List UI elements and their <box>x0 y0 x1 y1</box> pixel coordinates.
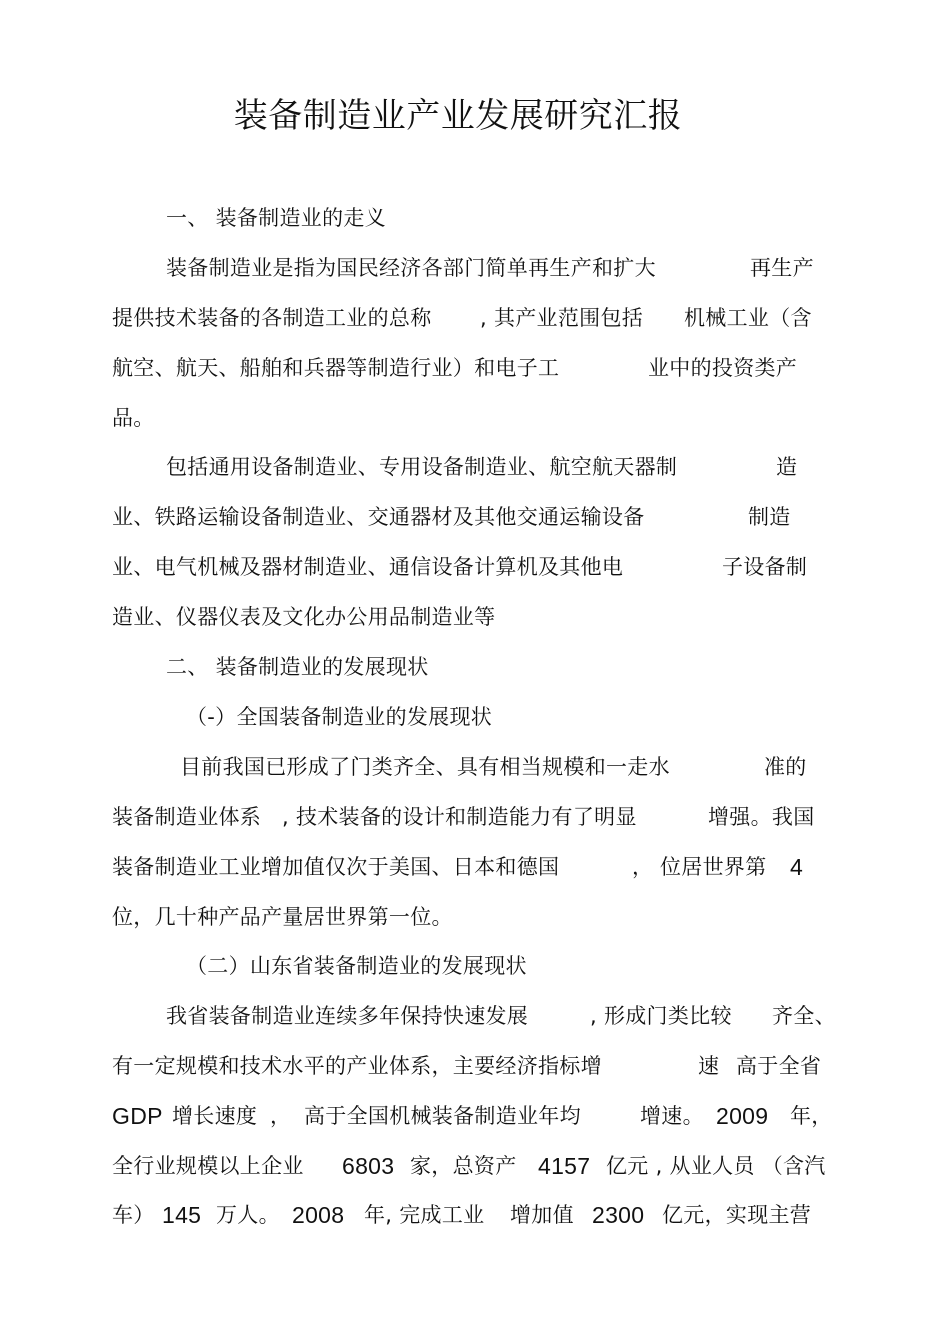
text-segment: 车） <box>112 1203 155 1227</box>
paragraph-line: 造业、仪器仪表及文化办公用品制造业等 <box>112 605 496 629</box>
text-segment: 我省装备制造业连续多年保持快速发展 <box>166 1004 529 1028</box>
text-segment: 年, 完成工业 <box>364 1203 485 1227</box>
text-segment: 业、电气机械及器材制造业、通信设备计算机及其他电 <box>112 555 624 579</box>
text-segment: 高于全省 <box>736 1054 822 1078</box>
text-segment: 增长速度 <box>172 1104 258 1128</box>
text-segment: , 其产业范围包括 <box>480 306 644 330</box>
text-segment: 准的 <box>764 755 807 779</box>
text-segment: 装备制造业体系 <box>112 805 262 829</box>
text-segment: , 形成门类比较 <box>590 1004 732 1028</box>
paragraph-line: 品。 <box>112 406 155 430</box>
number-value: 4 <box>790 854 804 880</box>
number-value: 6803 <box>342 1153 395 1179</box>
text-segment: GDP <box>112 1103 163 1129</box>
number-value: 145 <box>162 1202 202 1228</box>
text-segment: 装备制造业是指为国民经济各部门简单再生产和扩大 <box>166 256 656 280</box>
subsection-heading-2: （二）山东省装备制造业的发展现状 <box>186 954 527 978</box>
text-segment: 装备制造业工业增加值仅次于美国、日本和德国 <box>112 855 560 879</box>
text-segment: 增加值 <box>510 1203 574 1227</box>
text-segment: 子设备制 <box>722 555 808 579</box>
text-segment: 业中的投资类产 <box>648 356 798 380</box>
number-value: 4157 <box>538 1153 591 1179</box>
text-segment: 有一定规模和技术水平的产业体系，主要经济指标增 <box>112 1054 602 1078</box>
text-segment: 速 <box>698 1054 720 1078</box>
text-segment: 亿元，实现主营 <box>662 1203 812 1227</box>
section-heading-2: 二、 装备制造业的发展现状 <box>166 655 429 679</box>
text-segment: 全行业规模以上企业 <box>112 1154 304 1178</box>
text-segment: 增强。我国 <box>708 805 815 829</box>
text-segment: 年， <box>790 1104 833 1128</box>
number-value: 2009 <box>716 1103 769 1129</box>
text-segment: ， <box>270 1104 292 1128</box>
text-segment: 家，总资产 <box>410 1154 517 1178</box>
document-title: 装备制造业产业发展研究汇报 <box>233 96 683 136</box>
subsection-heading-1: （-）全国装备制造业的发展现状 <box>186 705 493 729</box>
text-segment: 再生产 <box>750 256 814 280</box>
text-segment: 提供技术装备的各制造工业的总称 <box>112 306 432 330</box>
text-segment: 亿元 , 从业人员 （含汽 <box>606 1154 826 1178</box>
text-segment: 业、铁路运输设备制造业、交通器材及其他交通运输设备 <box>112 505 645 529</box>
number-value: 2008 <box>292 1202 345 1228</box>
number-value: 2300 <box>592 1202 645 1228</box>
text-segment: 高于全国机械装备制造业年均 <box>304 1104 581 1128</box>
text-segment: 增速。 <box>640 1104 704 1128</box>
text-segment: 万人。 <box>216 1203 280 1227</box>
text-segment: 制造 <box>748 505 791 529</box>
text-segment: 航空、航天、船舶和兵器等制造行业）和电子工 <box>112 356 560 380</box>
text-segment: ， <box>632 855 654 879</box>
text-segment: 齐全、 <box>772 1004 836 1028</box>
paragraph-line: 位，几十种产品产量居世界第一位。 <box>112 905 453 929</box>
text-segment: 位居世界第 <box>660 855 767 879</box>
text-segment: 目前我国已形成了门类齐全、具有相当规模和一走水 <box>180 755 670 779</box>
text-segment: 包括通用设备制造业、专用设备制造业、航空航天器制 <box>166 455 678 479</box>
text-segment: , 技术装备的设计和制造能力有了明显 <box>282 805 637 829</box>
text-segment: 机械工业（含 <box>684 306 812 330</box>
section-heading-1: 一、 装备制造业的走义 <box>166 206 386 230</box>
text-segment: 造 <box>776 455 798 479</box>
